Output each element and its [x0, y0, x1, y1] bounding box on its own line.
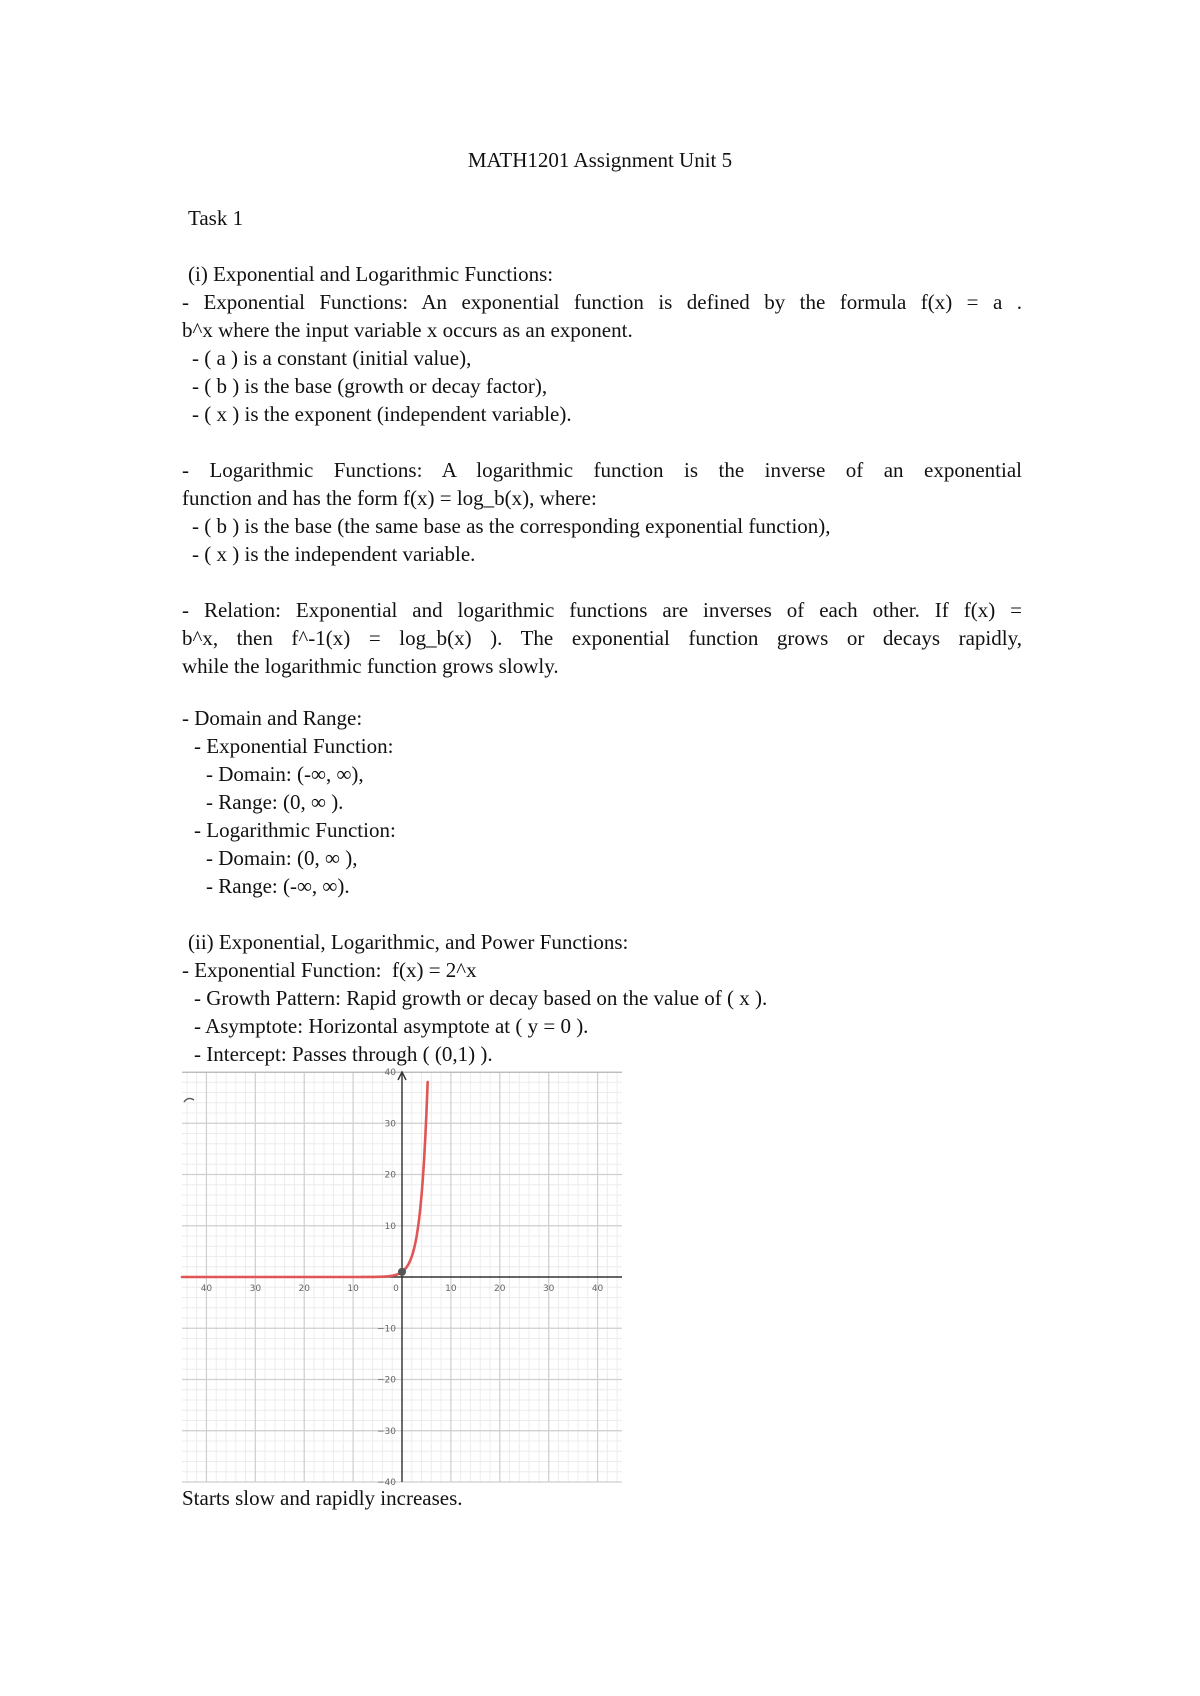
- task-heading: Task 1: [188, 206, 244, 230]
- y-tick-label: −40: [377, 1478, 396, 1488]
- y-tick-label: −30: [377, 1426, 396, 1437]
- page-title: MATH1201 Assignment Unit 5: [467, 148, 733, 172]
- x-tick-label: 40: [591, 1284, 604, 1294]
- x-tick-label: 20: [494, 1284, 506, 1294]
- domain-range-heading: - Domain and Range:: [182, 706, 363, 730]
- x-tick-label: 20: [298, 1284, 310, 1294]
- log-domain: - Domain: (0, ∞ ),: [206, 846, 358, 870]
- log-function-heading: - Logarithmic Function:: [194, 818, 396, 842]
- exp-item-b: - ( b ) is the base (growth or decay factor),: [192, 374, 548, 398]
- x-tick-label: 10: [445, 1284, 457, 1294]
- y-tick-label: 10: [384, 1221, 396, 1232]
- x-tick-label: 30: [249, 1284, 262, 1294]
- x-tick-label: 10: [347, 1284, 359, 1294]
- y-tick-label: 20: [384, 1170, 396, 1181]
- section1-heading: (i) Exponential and Logarithmic Functions:: [188, 262, 554, 286]
- section2-heading: (ii) Exponential, Logarithmic, and Power Functions:: [188, 930, 629, 954]
- exp-range: - Range: (0, ∞ ).: [206, 790, 344, 814]
- exp-domain: - Domain: (-∞, ∞),: [206, 762, 364, 786]
- y-tick-label: −10: [377, 1324, 396, 1335]
- intercept-point: [398, 1268, 406, 1276]
- log-definition-line2: function and has the form f(x) = log_b(x), where:: [182, 486, 597, 510]
- y-tick-label: 30: [384, 1119, 396, 1130]
- x-tick-label: 0: [393, 1284, 399, 1294]
- growth-pattern: - Growth Pattern: Rapid growth or decay based on the value of ( x ).: [194, 986, 768, 1010]
- exp-function-heading: - Exponential Function:: [194, 734, 394, 758]
- x-tick-label: 30: [542, 1284, 555, 1294]
- exp-item-a: - ( a ) is a constant (initial value),: [192, 346, 472, 370]
- exponential-graph: [182, 1068, 622, 1488]
- relation-line1: - Relation: Exponential and logarithmic functions are inverses of each other. If f(x) =: [182, 598, 1022, 622]
- exp-item-x: - ( x ) is the exponent (independent variable).: [192, 402, 572, 426]
- exp-definition-line2: b^x where the input variable x occurs as an exponent.: [182, 318, 633, 342]
- log-item-x: - ( x ) is the independent variable.: [192, 542, 476, 566]
- log-definition-line1: - Logarithmic Functions: A logarithmic function is the inverse of an exponential: [182, 458, 1022, 482]
- relation-line2: b^x, then f^-1(x) = log_b(x) ). The exponential function grows or decays rapidly,: [182, 626, 1022, 650]
- asymptote: - Asymptote: Horizontal asymptote at ( y = 0 ).: [194, 1014, 589, 1038]
- intercept: - Intercept: Passes through ( (0,1) ).: [194, 1042, 493, 1066]
- log-range: - Range: (-∞, ∞).: [206, 874, 350, 898]
- undo-icon: [184, 1098, 194, 1102]
- x-tick-label: 40: [200, 1284, 213, 1294]
- y-tick-label: 40: [384, 1068, 396, 1078]
- y-tick-label: −20: [377, 1375, 396, 1386]
- log-item-b: - ( b ) is the base (the same base as the corresponding exponential function),: [192, 514, 831, 538]
- graph-caption: Starts slow and rapidly increases.: [182, 1486, 463, 1510]
- exp-function-formula: - Exponential Function: f(x) = 2^x: [182, 958, 477, 982]
- relation-line3: while the logarithmic function grows slowly.: [182, 654, 559, 678]
- exp-definition-line1: - Exponential Functions: An exponential function is defined by the formula f(x) = a .: [182, 290, 1022, 314]
